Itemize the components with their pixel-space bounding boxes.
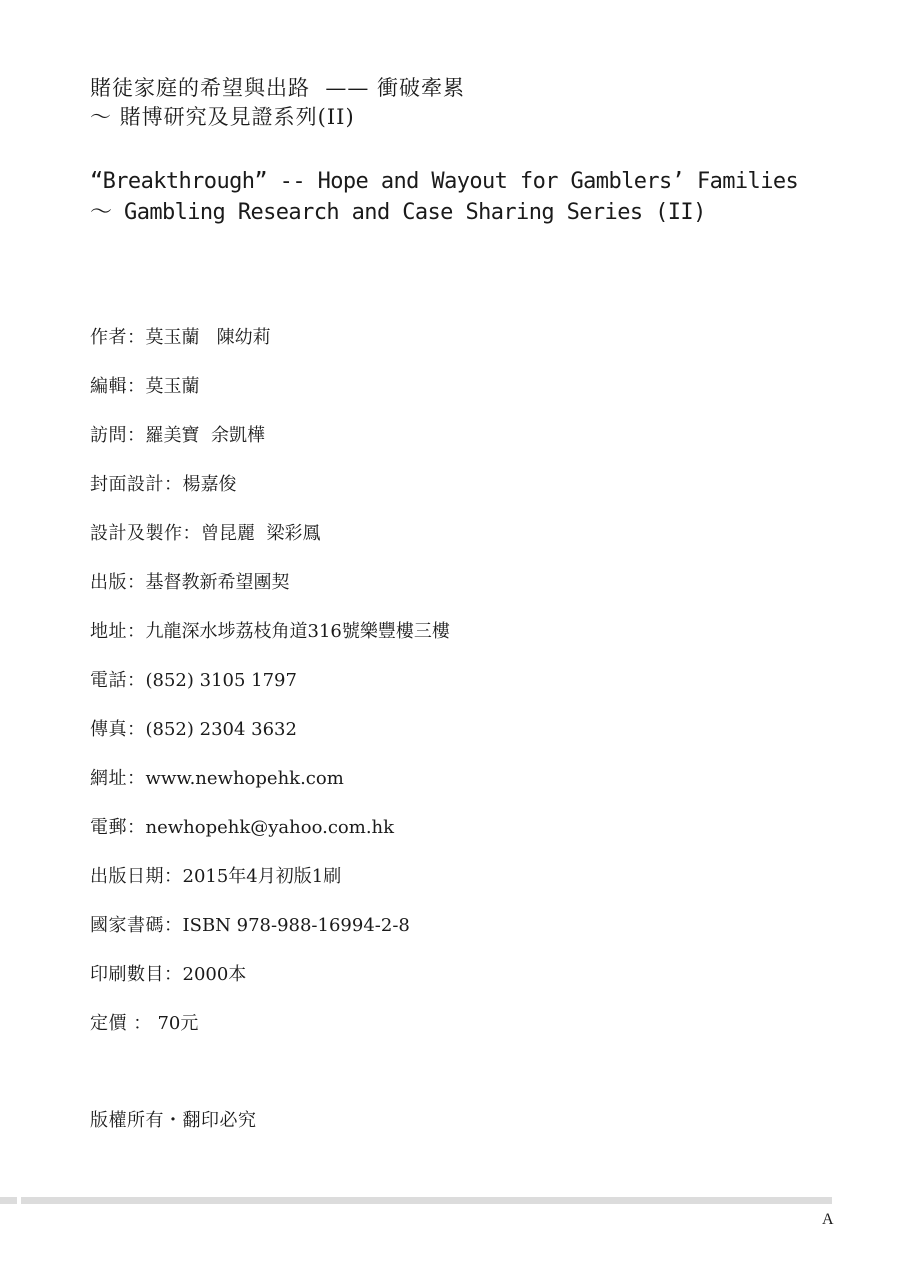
credit-author-label: 作者： — [90, 327, 146, 348]
credit-publish-date-value: 2015年4月初版1刷 — [182, 866, 342, 887]
credit-publisher-value: 基督教新希望團契 — [145, 572, 290, 593]
credit-price-value: 70元 — [151, 1013, 199, 1034]
credit-publisher-label: 出版： — [90, 572, 146, 593]
credit-isbn-value: ISBN 978-988-16994-2-8 — [182, 915, 410, 936]
credit-address-value: 九龍深水埗荔枝角道316號樂豐樓三樓 — [145, 621, 450, 642]
credit-fax-label: 傳真： — [90, 719, 146, 740]
credit-phone — [90, 667, 450, 716]
credit-cover-design-label: 封面設計： — [90, 474, 183, 495]
credit-print-run-value: 2000本 — [182, 964, 247, 985]
credit-editor-value: 莫玉蘭 — [145, 376, 200, 397]
credit-website — [90, 765, 450, 814]
credit-isbn-label: 國家書碼： — [90, 915, 183, 936]
credit-website-value: www.newhopehk.com — [145, 768, 344, 789]
credit-publish-date-label: 出版日期： — [90, 866, 183, 887]
credit-interviewer — [90, 422, 450, 471]
credit-interviewer-label: 訪問： — [90, 425, 146, 446]
page-number: A — [822, 1211, 834, 1228]
credit-website-label: 網址： — [90, 768, 146, 789]
credit-phone-value: (852) 3105 1797 — [145, 670, 297, 691]
credit-author — [90, 324, 450, 373]
credit-cover-design-value: 楊嘉俊 — [182, 474, 237, 495]
footer-rule-stub — [0, 1197, 17, 1204]
credit-address-label: 地址： — [90, 621, 146, 642]
footer-rule — [21, 1197, 832, 1204]
credit-fax — [90, 716, 450, 765]
credit-email — [90, 814, 450, 863]
credit-cover-design — [90, 471, 450, 520]
credit-phone-label: 電話： — [90, 670, 146, 691]
english-title — [90, 166, 798, 228]
credit-price-label: 定價 ： — [90, 1013, 152, 1034]
credit-publish-date — [90, 863, 450, 912]
credit-email-label: 電郵： — [90, 817, 146, 838]
credit-design-production-value: 曾昆麗 梁彩鳳 — [201, 523, 321, 544]
credit-editor-label: 編輯： — [90, 376, 146, 397]
credit-design-production-label: 設計及製作： — [90, 523, 201, 544]
credit-address — [90, 618, 450, 667]
credit-editor — [90, 373, 450, 422]
english-title-line-2: ～ Gambling Research and Case Sharing Series (II) — [90, 200, 706, 225]
credit-print-run — [90, 961, 450, 1010]
credit-publisher — [90, 569, 450, 618]
credit-interviewer-value: 羅美寶 余凱樺 — [145, 425, 265, 446]
english-title-line-1: “Breakthrough” -- Hope and Wayout for Gamblers’ Families — [90, 169, 799, 194]
publication-credits — [90, 324, 450, 1059]
chinese-title-line-2: ～ 賭博研究及見證系列(II) — [90, 105, 355, 129]
copyright-notice: 版權所有・翻印必究 — [90, 1110, 257, 1131]
credit-print-run-label: 印刷數目： — [90, 964, 183, 985]
chinese-title-line-1: 賭徒家庭的希望與出路 —— 衝破牽累 — [90, 76, 466, 100]
credit-email-value: newhopehk@yahoo.com.hk — [145, 817, 395, 838]
credit-author-value: 莫玉蘭 陳幼莉 — [145, 327, 271, 348]
credit-price — [90, 1010, 450, 1059]
credit-fax-value: (852) 2304 3632 — [145, 719, 297, 740]
credit-isbn — [90, 912, 450, 961]
chinese-title — [90, 74, 465, 132]
credit-design-production — [90, 520, 450, 569]
